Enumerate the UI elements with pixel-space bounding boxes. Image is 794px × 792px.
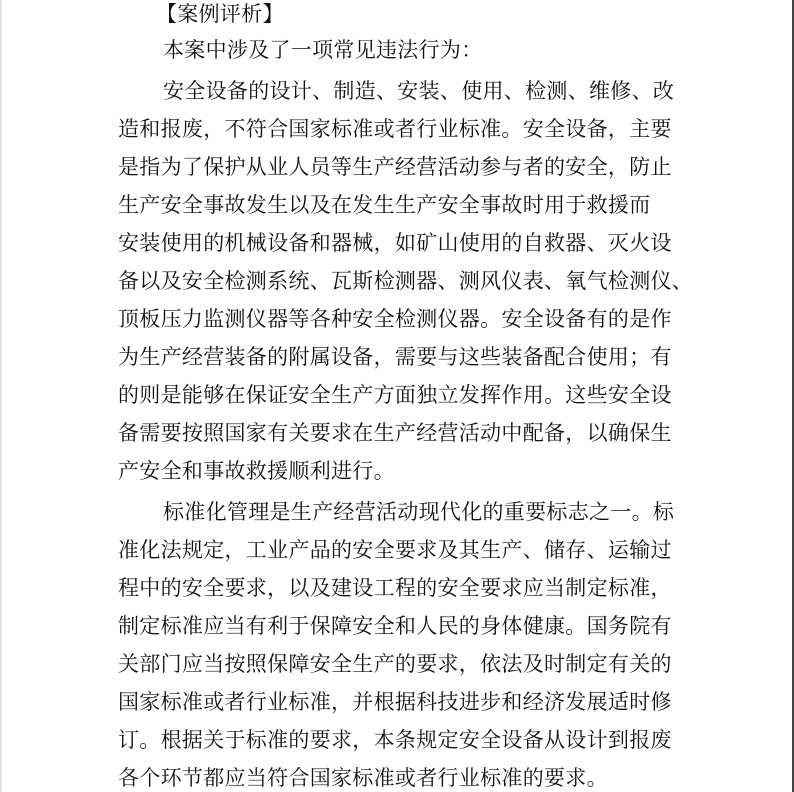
intro-line: 本案中涉及了一项常见违法行为： bbox=[163, 38, 483, 62]
text-line: 国家标准或者行业标准，并根据科技进步和经济发展适时修 bbox=[118, 690, 672, 714]
text-line: 标准化管理是生产经营活动现代化的重要标志之一。标 bbox=[163, 500, 675, 524]
text-line: 安装使用的机械设备和器械，如矿山使用的自救器、灭火设 bbox=[118, 231, 672, 255]
text-line: 订。根据关于标准的要求，本条规定安全设备从设计到报废 bbox=[118, 728, 672, 752]
text-line: 是指为了保护从业人员等生产经营活动参与者的安全，防止 bbox=[118, 155, 672, 179]
text-line: 制定标准应当有利于保障安全和人民的身体健康。国务院有 bbox=[118, 614, 672, 638]
text-line: 顶板压力监测仪器等各种安全检测仪器。安全设备有的是作 bbox=[118, 307, 672, 331]
text-line: 准化法规定，工业产品的安全要求及其生产、储存、运输过 bbox=[118, 538, 672, 562]
text-line: 安全设备的设计、制造、安装、使用、检测、维修、改 bbox=[163, 79, 675, 103]
text-line: 程中的安全要求，以及建设工程的安全要求应当制定标准， bbox=[118, 576, 672, 600]
text-line: 产安全和事故救援顺利进行。 bbox=[118, 459, 395, 483]
left-page-edge bbox=[0, 0, 2, 792]
text-line: 为生产经营装备的附属设备，需要与这些装备配合使用；有 bbox=[118, 345, 672, 369]
text-line: 备以及安全检测系统、瓦斯检测器、测风仪表、氧气检测仪、 bbox=[118, 269, 694, 293]
text-line: 生产安全事故发生以及在发生生产安全事故时用于救援而 bbox=[118, 193, 651, 217]
section-heading: 【案例评析】 bbox=[156, 2, 284, 26]
text-line: 关部门应当按照保障安全生产的要求，依法及时制定有关的 bbox=[118, 652, 672, 676]
text-line: 的则是能够在保证安全生产方面独立发挥作用。这些安全设 bbox=[118, 383, 672, 407]
text-line: 备需要按照国家有关要求在生产经营活动中配备，以确保生 bbox=[118, 421, 672, 445]
text-line: 造和报废，不符合国家标准或者行业标准。安全设备，主要 bbox=[118, 117, 672, 141]
text-line: 各个环节都应当符合国家标准或者行业标准的要求。 bbox=[118, 766, 608, 790]
